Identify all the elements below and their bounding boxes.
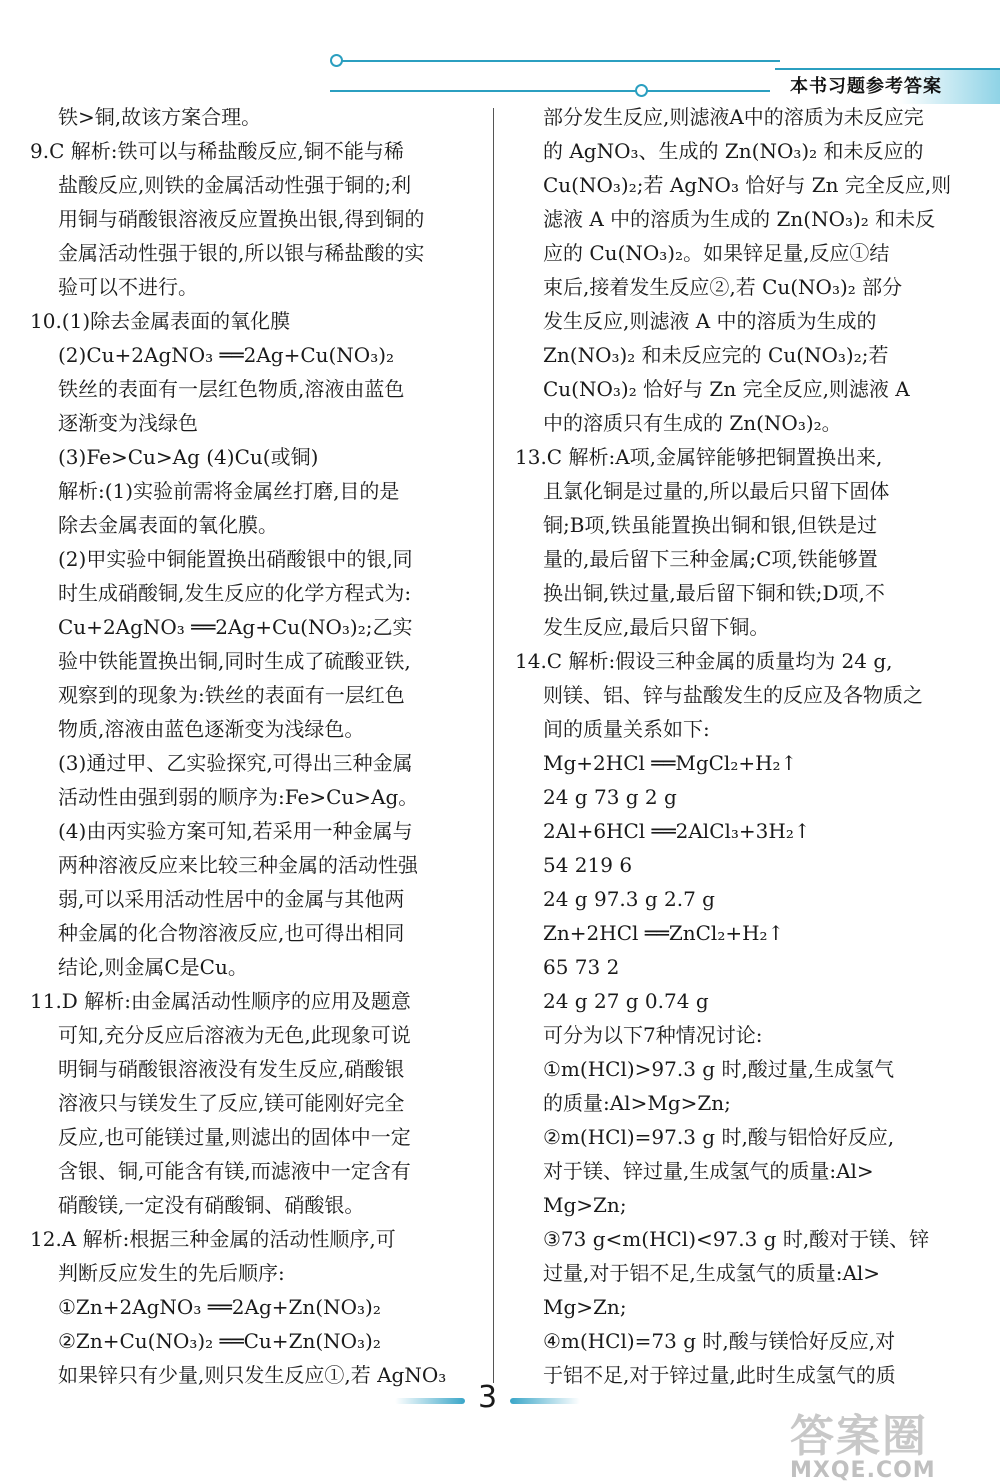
right-text-line: 且氯化铜是过量的,所以最后只留下固体 [543,479,890,503]
left-text-line: 两种溶液反应来比较三种金属的活动性强 [58,853,418,877]
left-text-line: (3)Fe>Cu>Ag (4)Cu(或铜) [58,445,319,469]
left-text-line: 解析:(1)实验前需将金属丝打磨,目的是 [58,479,400,503]
left-text-line: 结论,则金属C是Cu。 [58,955,248,979]
right-text-line: 24 g 97.3 g 2.7 g [543,887,715,911]
left-text-line: 含银、铜,可能含有镁,而滤液中一定含有 [58,1159,411,1183]
right-text-line: 部分发生反应,则滤液A中的溶质为未反应完 [543,105,924,129]
right-text-line: Mg+2HCl ══MgCl₂+H₂↑ [543,751,798,775]
left-text-line: 铁>铜,故该方案合理。 [58,105,262,129]
left-text-line: (3)通过甲、乙实验探究,可得出三种金属 [58,751,413,775]
left-text-line: 活动性由强到弱的顺序为:Fe>Cu>Ag。 [58,785,419,809]
right-text-line: Zn+2HCl ══ZnCl₂+H₂↑ [543,921,785,945]
right-text-line: 量的,最后留下三种金属;C项,铁能够置 [543,547,878,571]
right-text-line: Cu(NO₃)₂;若 AgNO₃ 恰好与 Zn 完全反应,则 [543,173,952,197]
watermark [790,1400,936,1483]
watermark-url: MXQE.COM [790,1458,936,1483]
right-text-line: ④m(HCl)=73 g 时,酸与镁恰好反应,对 [543,1329,896,1353]
right-text-line: 于铝不足,对于锌过量,此时生成氢气的质 [543,1363,896,1387]
right-text-line: 的 AgNO₃、生成的 Zn(NO₃)₂ 和未反应的 [543,139,924,163]
left-text-line: Cu+2AgNO₃ ══2Ag+Cu(NO₃)₂;乙实 [58,615,413,639]
right-text-line: 65 73 2 [543,955,620,979]
right-text-line: Mg>Zn; [543,1295,627,1319]
left-text-line: ②Zn+Cu(NO₃)₂ ══Cu+Zn(NO₃)₂ [58,1329,381,1353]
right-column [515,100,965,1392]
right-text-line: 54 219 6 [543,853,633,877]
right-text-line: 过量,对于铝不足,生成氢气的质量:Al> [543,1261,881,1285]
left-text-line: 铁丝的表面有一层红色物质,溶液由蓝色 [58,377,405,401]
left-text-line: 金属活动性强于银的,所以银与稀盐酸的实 [58,241,425,265]
left-text-line: 硝酸镁,一定没有硝酸铜、硝酸银。 [58,1193,365,1217]
left-text-line: ①Zn+2AgNO₃ ══2Ag+Zn(NO₃)₂ [58,1295,381,1319]
right-text-line: 24 g 27 g 0.74 g [543,989,709,1013]
right-text-line: Zn(NO₃)₂ 和未反应完的 Cu(NO₃)₂;若 [543,343,889,367]
left-text-line: 11.D 解析:由金属活动性顺序的应用及题意 [30,989,411,1013]
watermark-logo: 答案圈 [790,1411,928,1462]
right-text-line: ①m(HCl)>97.3 g 时,酸过量,生成氢气 [543,1057,895,1081]
left-text-line: 判断反应发生的先后顺序: [58,1261,285,1285]
left-text-line: (2)甲实验中铜能置换出硝酸银中的银,同 [58,547,413,571]
right-text-line: 24 g 73 g 2 g [543,785,677,809]
left-text-line: 物质,溶液由蓝色逐渐变为浅绿色。 [58,717,365,741]
right-text-line: 的质量:Al>Mg>Zn; [543,1091,731,1115]
column-divider [493,108,494,1383]
header-rule-top [340,60,780,62]
right-text-line: 换出铜,铁过量,最后留下铜和铁;D项,不 [543,581,885,605]
left-text-line: 用铜与硝酸银溶液反应置换出银,得到铜的 [58,207,425,231]
right-text-line: 13.C 解析:A项,金属锌能够把铜置换出来, [515,445,883,469]
right-text-line: 应的 Cu(NO₃)₂。如果锌足量,反应①结 [543,241,890,265]
right-text-line: 2Al+6HCl ══2AlCl₃+3H₂↑ [543,819,811,843]
left-text-line: 12.A 解析:根据三种金属的活动性顺序,可 [30,1227,396,1251]
header-title: 本书习题参考答案 [790,76,942,97]
right-text-line: 发生反应,则滤液 A 中的溶质为生成的 [543,309,877,333]
right-text-line: Cu(NO₃)₂ 恰好与 Zn 完全反应,则滤液 A [543,377,910,401]
header-rule-bottom [330,90,770,92]
header-dot-left [330,54,343,67]
right-text-line: ②m(HCl)=97.3 g 时,酸与铝恰好反应, [543,1125,895,1149]
right-text-line: Mg>Zn; [543,1193,627,1217]
left-text-line: 如果锌只有少量,则只发生反应①,若 AgNO₃ [58,1363,447,1387]
left-text-line: 观察到的现象为:铁丝的表面有一层红色 [58,683,405,707]
right-text-line: ③73 g<m(HCl)<97.3 g 时,酸对于镁、锌 [543,1227,930,1251]
left-text-line: (2)Cu+2AgNO₃ ══2Ag+Cu(NO₃)₂ [58,343,395,367]
right-text-line: 中的溶质只有生成的 Zn(NO₃)₂。 [543,411,842,435]
left-text-line: 10.(1)除去金属表面的氧化膜 [30,309,291,333]
header-dot-mid [635,84,648,97]
left-text-line: 弱,可以采用活动性居中的金属与其他两 [58,887,405,911]
right-text-line: 间的质量关系如下: [543,717,710,741]
left-text-line: 反应,也可能镁过量,则滤出的固体中一定 [58,1125,411,1149]
page-number: 3 [478,1380,498,1415]
left-text-line: 9.C 解析:铁可以与稀盐酸反应,铜不能与稀 [30,139,404,163]
left-text-line: 除去金属表面的氧化膜。 [58,513,278,537]
right-text-line: 对于镁、锌过量,生成氢气的质量:Al> [543,1159,874,1183]
right-text-line: 14.C 解析:假设三种金属的质量均为 24 g, [515,649,893,673]
left-text-line: 验可以不进行。 [58,275,198,299]
left-text-line: 明铜与硝酸银溶液没有发生反应,硝酸银 [58,1057,405,1081]
left-text-line: 盐酸反应,则铁的金属活动性强于铜的;利 [58,173,412,197]
right-text-line: 铜;B项,铁虽能置换出铜和银,但铁是过 [543,513,878,537]
right-text-line: 束后,接着发生反应②,若 Cu(NO₃)₂ 部分 [543,275,903,299]
left-text-line: 溶液只与镁发生了反应,镁可能刚好完全 [58,1091,405,1115]
left-text-line: (4)由丙实验方案可知,若采用一种金属与 [58,819,413,843]
footer-deco-right [510,1398,580,1404]
left-text-line: 时生成硝酸铜,发生反应的化学方程式为: [58,581,412,605]
left-text-line: 可知,充分反应后溶液为无色,此现象可说 [58,1023,411,1047]
footer-deco-left [395,1398,465,1404]
left-text-line: 种金属的化合物溶液反应,也可得出相同 [58,921,405,945]
left-text-line: 验中铁能置换出铜,同时生成了硫酸亚铁, [58,649,411,673]
left-column [30,100,480,1392]
right-text-line: 则镁、铝、锌与盐酸发生的反应及各物质之 [543,683,923,707]
left-text-line: 逐渐变为浅绿色 [58,411,198,435]
right-text-line: 可分为以下7种情况讨论: [543,1023,763,1047]
right-text-line: 滤液 A 中的溶质为生成的 Zn(NO₃)₂ 和未反 [543,207,936,231]
page-header [330,50,1000,100]
right-text-line: 发生反应,最后只留下铜。 [543,615,770,639]
